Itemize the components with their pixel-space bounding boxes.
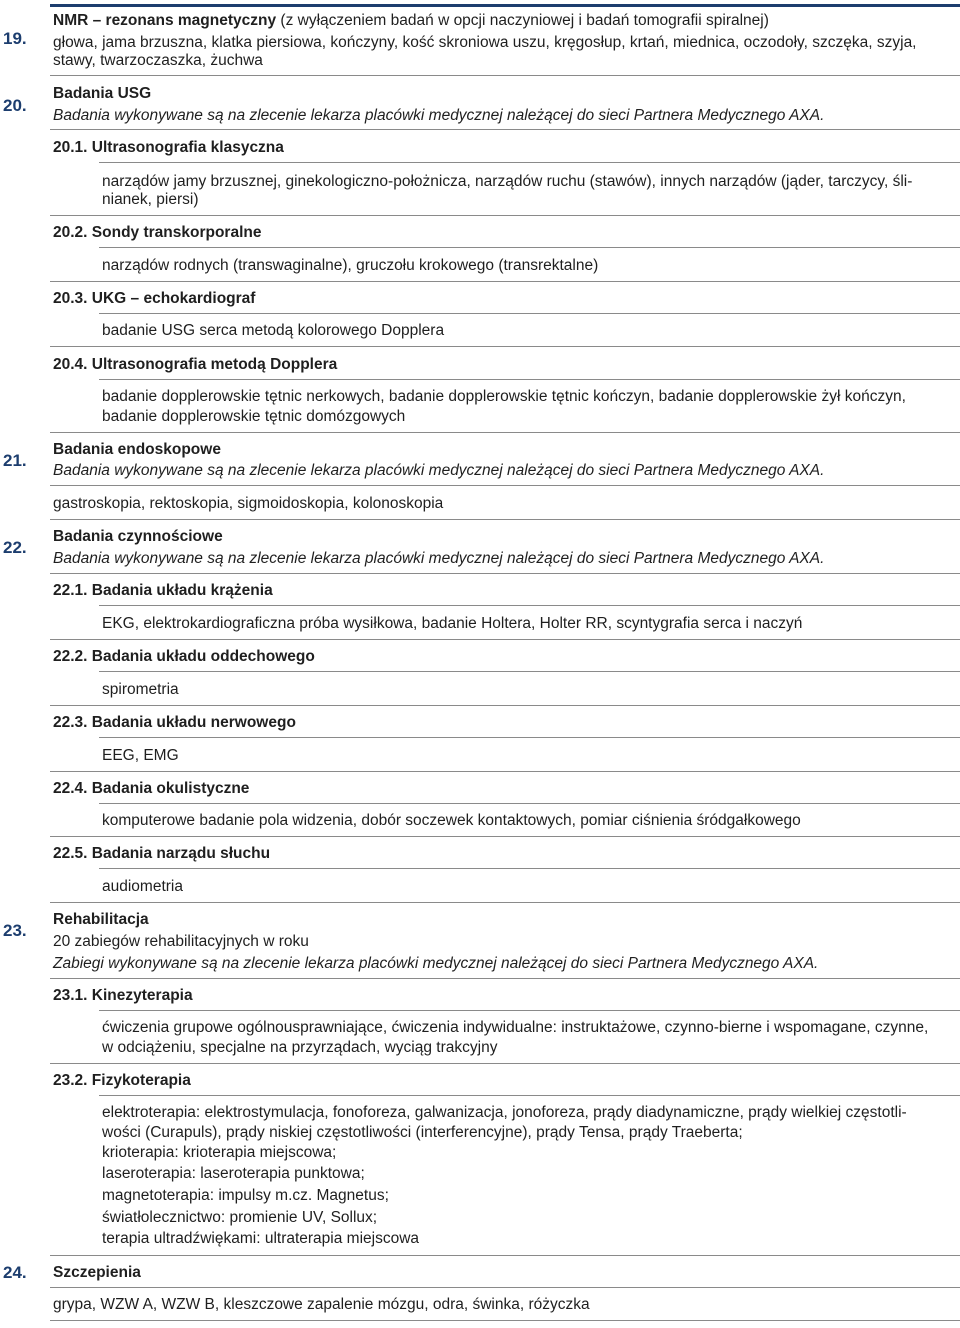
section-title: NMR – rezonans magnetyczny bbox=[53, 12, 277, 29]
divider bbox=[99, 868, 960, 869]
divider bbox=[50, 902, 960, 903]
subsection-text: w odciążeniu, specjalne na przyrządach, wyciąg trakcyjny bbox=[102, 1039, 498, 1056]
subsection-text: badanie dopplerowskie tętnic domózgowych bbox=[102, 408, 406, 425]
subsection-text: spirometria bbox=[102, 681, 179, 698]
section-number: 20. bbox=[3, 96, 27, 115]
divider bbox=[99, 1095, 960, 1096]
subsection-text: EKG, elektrokardiograficzna próba wysiłkowa, badanie Holtera, Holter RR, scyntygrafia serca i naczyń bbox=[102, 615, 803, 632]
section-title: Rehabilitacja bbox=[53, 911, 149, 928]
subsection-text: nianek, piersi) bbox=[102, 191, 199, 208]
divider bbox=[50, 129, 960, 130]
divider bbox=[50, 519, 960, 520]
section-title: Szczepienia bbox=[53, 1264, 141, 1281]
subsection-text: komputerowe badanie pola widzenia, dobór soczewek kontaktowych, pomiar ciśnienia śródgałkowego bbox=[102, 812, 801, 829]
section-number: 22. bbox=[3, 538, 27, 557]
section-note: Zabiegi wykonywane są na zlecenie lekarza placówki medycznej należącej do sieci Partnera Medycznego AXA. bbox=[53, 955, 819, 972]
subsection-title: 20.3. UKG – echokardiograf bbox=[53, 290, 256, 307]
divider bbox=[50, 281, 960, 282]
divider bbox=[50, 705, 960, 706]
divider bbox=[99, 313, 960, 314]
subsection-title: 22.5. Badania narządu słuchu bbox=[53, 845, 271, 862]
subsection-text: ćwiczenia grupowe ogólnousprawniające, ćwiczenia indywidualne: instruktażowe, czynno-bierne i wspomagane, czynne, bbox=[102, 1019, 929, 1036]
divider bbox=[99, 803, 960, 804]
divider bbox=[50, 1063, 960, 1064]
subsection-title: 22.3. Badania układu nerwowego bbox=[53, 714, 296, 731]
section-number: 24. bbox=[3, 1263, 27, 1282]
divider bbox=[50, 639, 960, 640]
divider bbox=[50, 1320, 960, 1321]
subsection-text: EEG, EMG bbox=[102, 747, 179, 764]
divider bbox=[50, 346, 960, 347]
divider bbox=[50, 432, 960, 433]
divider bbox=[99, 247, 960, 248]
section-note: Badania wykonywane są na zlecenie lekarza placówki medycznej należącej do sieci Partnera Medycznego AXA. bbox=[53, 462, 825, 479]
divider bbox=[99, 162, 960, 163]
section-number: 23. bbox=[3, 921, 27, 940]
section-title: Badania USG bbox=[53, 85, 152, 102]
subsection-text: światłolecznictwo: promienie UV, Sollux; bbox=[102, 1209, 378, 1226]
section-subtitle: 20 zabiegów rehabilitacyjnych w roku bbox=[53, 933, 309, 950]
divider bbox=[50, 836, 960, 837]
subsection-text: terapia ultradźwiękami: ultraterapia miejscowa bbox=[102, 1230, 420, 1247]
subsection-text: narządów rodnych (transwaginalne), gruczołu krokowego (transrektalne) bbox=[102, 257, 599, 274]
divider bbox=[50, 573, 960, 574]
divider bbox=[50, 1287, 960, 1288]
divider bbox=[99, 671, 960, 672]
section-text: grypa, WZW A, WZW B, kleszczowe zapalenie mózgu, odra, świnka, różyczka bbox=[53, 1296, 590, 1313]
section-text: gastroskopia, rektoskopia, sigmoidoskopia, kolonoskopia bbox=[53, 495, 444, 512]
section-text: stawy, twarzoczaszka, żuchwa bbox=[53, 52, 263, 69]
subsection-title: 22.2. Badania układu oddechowego bbox=[53, 648, 315, 665]
section-number: 21. bbox=[3, 451, 27, 470]
divider bbox=[99, 737, 960, 738]
subsection-title: 20.2. Sondy transkorporalne bbox=[53, 224, 262, 241]
divider bbox=[99, 379, 960, 380]
section-note: Badania wykonywane są na zlecenie lekarza placówki medycznej należącej do sieci Partnera Medycznego AXA. bbox=[53, 550, 825, 567]
section-number: 19. bbox=[3, 29, 27, 48]
section-top-rule bbox=[50, 4, 960, 7]
subsection-title: 20.4. Ultrasonografia metodą Dopplera bbox=[53, 356, 338, 373]
subsection-text: krioterapia: krioterapia miejscowa; bbox=[102, 1144, 337, 1161]
section-title: Badania endoskopowe bbox=[53, 441, 221, 458]
subsection-text: magnetoterapia: impulsy m.cz. Magnetus; bbox=[102, 1187, 389, 1204]
divider bbox=[50, 1255, 960, 1256]
subsection-text: laseroterapia: laseroterapia punktowa; bbox=[102, 1165, 365, 1182]
subsection-text: wości (Curapuls), prądy niskiej częstotliwości (interferencyjne), prądy Tensa, prądy Traeberta; bbox=[102, 1124, 743, 1141]
divider bbox=[50, 75, 960, 76]
subsection-title: 23.2. Fizykoterapia bbox=[53, 1072, 191, 1089]
subsection-text: audiometria bbox=[102, 878, 183, 895]
divider bbox=[99, 1010, 960, 1011]
divider bbox=[99, 605, 960, 606]
subsection-text: badanie dopplerowskie tętnic nerkowych, badanie dopplerowskie tętnic kończyn, badanie dopplerowskie żył kończyn, bbox=[102, 388, 906, 405]
section-title-line bbox=[53, 11, 769, 31]
subsection-title: 23.1. Kinezyterapia bbox=[53, 987, 193, 1004]
subsection-text: elektroterapia: elektrostymulacja, fonoforeza, galwanizacja, jonoforeza, prądy diadynamiczne, prądy wielkiej częstotli- bbox=[102, 1104, 907, 1121]
divider bbox=[50, 485, 960, 486]
section-text: głowa, jama brzuszna, klatka piersiowa, kończyny, kość skroniowa uszu, kręgosłup, krtań, miednica, oczodoły, szczęka, szyja, bbox=[53, 34, 917, 51]
subsection-title: 22.4. Badania okulistyczne bbox=[53, 780, 250, 797]
section-title-note: (z wyłączeniem badań w opcji naczyniowej i badań tomografii spiralnej) bbox=[280, 12, 769, 29]
subsection-text: narządów jamy brzusznej, ginekologiczno-położnicza, narządów ruchu (stawów), innych narządów (jąder, tarczycy, śli- bbox=[102, 173, 913, 190]
subsection-title: 22.1. Badania układu krążenia bbox=[53, 582, 273, 599]
subsection-text: badanie USG serca metodą kolorowego Dopplera bbox=[102, 322, 445, 339]
section-note: Badania wykonywane są na zlecenie lekarza placówki medycznej należącej do sieci Partnera Medycznego AXA. bbox=[53, 107, 825, 124]
divider bbox=[50, 771, 960, 772]
divider bbox=[50, 978, 960, 979]
divider bbox=[50, 215, 960, 216]
subsection-title: 20.1. Ultrasonografia klasyczna bbox=[53, 139, 284, 156]
section-title: Badania czynnościowe bbox=[53, 528, 223, 545]
